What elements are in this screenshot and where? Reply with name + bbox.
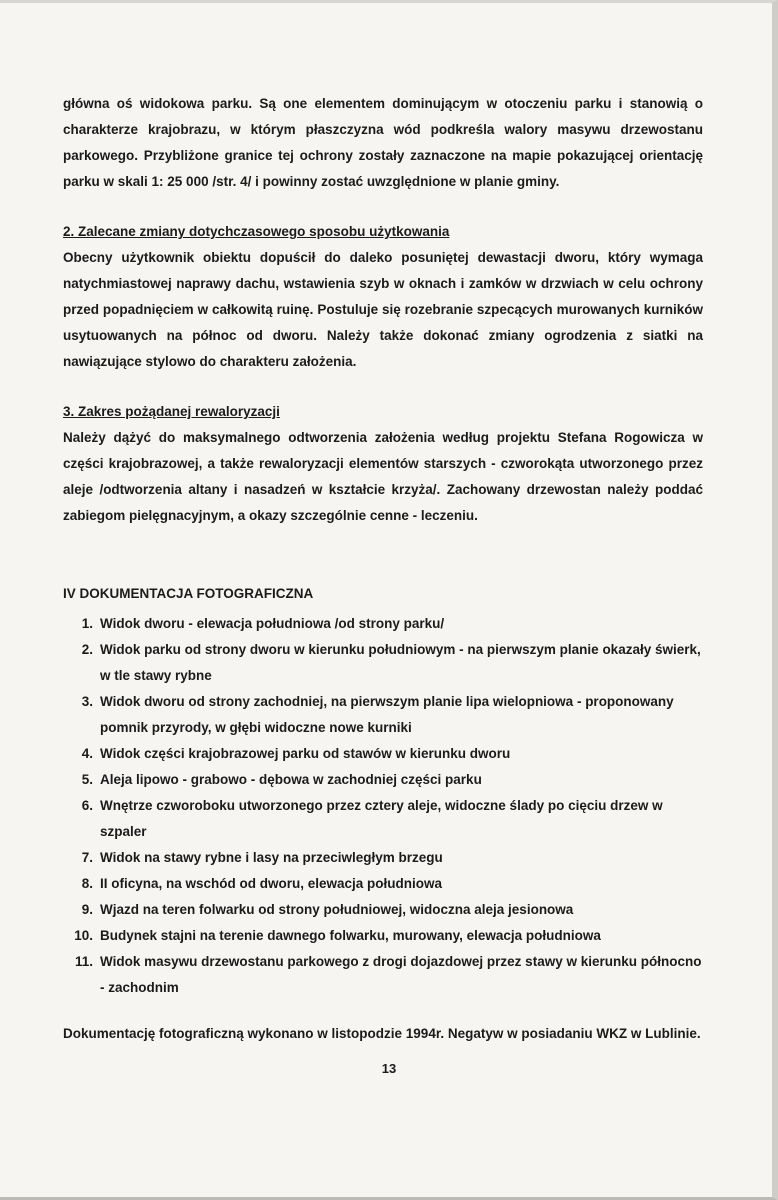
section-2-body: Obecny użytkownik obiektu dopuścił do daleko posuniętej dewastacji dworu, który wymaga natychmiastowej naprawy dachu, wstawienia szyb w oknach i zamków w drzwiach w celu ochrony przed popadnięciem w całkowitą ruinę. Postuluje się rozebranie szpecących murowanych kurników usytuowanych na północ od dworu. Należy także dokonać zmiany ogrodzenia z siatki na nawiązujące stylowo do charakteru założenia. <box>63 250 703 369</box>
list-item <box>63 949 703 1001</box>
list-item-text: Widok dworu - elewacja południowa /od strony parku/ <box>100 616 445 631</box>
list-item <box>63 767 703 793</box>
page-content <box>63 91 703 1047</box>
list-item <box>63 689 703 741</box>
section-recommended-changes <box>63 219 703 375</box>
list-item-text: Widok masywu drzewostanu parkowego z drogi dojazdowej przez stawy w kierunku północno - zachodnim <box>100 954 702 995</box>
section-4-heading: IV DOKUMENTACJA FOTOGRAFICZNA <box>63 586 314 601</box>
list-item-number: 10. <box>74 928 93 943</box>
list-item <box>63 741 703 767</box>
list-item-number: 8. <box>81 876 93 891</box>
section-3-heading: 3. Zakres pożądanej rewaloryzacji <box>63 404 280 419</box>
list-item-number: 4. <box>81 746 93 761</box>
list-item <box>63 611 703 637</box>
list-item-number: 11. <box>74 954 93 969</box>
list-item <box>63 845 703 871</box>
list-item-number: 1. <box>81 616 93 631</box>
list-item-number: 7. <box>81 850 93 865</box>
list-item-text: Widok na stawy rybne i lasy na przeciwległym brzegu <box>100 850 443 865</box>
list-item <box>63 897 703 923</box>
list-item-text: Budynek stajni na terenie dawnego folwarku, murowany, elewacja południowa <box>100 928 601 943</box>
intro-paragraph: główna oś widokowa parku. Są one elementem dominującym w otoczeniu parku i stanowią o charakterze krajobrazu, w którym płaszczyzna wód podkreśla walory masywu drzewostanu parkowego. Przybliżone granice tej ochrony zostały zaznaczone na mapie pokazującej orientację parku w skali 1: 25 000 /str. 4/ i powinny zostać uwzględnione w planie gminy. <box>63 96 703 189</box>
section-photo-documentation <box>63 581 703 1047</box>
list-item-number: 5. <box>81 772 93 787</box>
list-item-text: Wjazd na teren folwarku od strony południowej, widoczna aleja jesionowa <box>100 902 574 917</box>
list-item <box>63 637 703 689</box>
list-item-text: Aleja lipowo - grabowo - dębowa w zachodniej części parku <box>100 772 482 787</box>
list-item-text: Wnętrze czworoboku utworzonego przez cztery aleje, widoczne ślady po cięciu drzew w szpaler <box>100 798 663 839</box>
list-item-text: Widok dworu od strony zachodniej, na pierwszym planie lipa wielopniowa - proponowany pomnik przyrody, w głębi widoczne nowe kurniki <box>100 694 674 735</box>
list-item-number: 2. <box>81 642 93 657</box>
section-revalorization-scope <box>63 399 703 529</box>
closing-paragraph: Dokumentację fotograficzną wykonano w listopodzie 1994r. Negatyw w posiadaniu WKZ w Lublinie. <box>63 1026 701 1041</box>
list-item <box>63 923 703 949</box>
list-item-text: Widok części krajobrazowej parku od stawów w kierunku dworu <box>100 746 511 761</box>
section-3-body: Należy dążyć do maksymalnego odtworzenia założenia według projektu Stefana Rogowicza w części krajobrazowej, a także rewaloryzacji elementów starszych - czworokąta utworzonego przez aleje /odtworzenia altany i nasadzeń w kształcie krzyża/. Zachowany drzewostan należy poddać zabiegom pielęgnacyjnym, a okazy szczególnie cenne - leczeniu. <box>63 430 703 523</box>
list-item-number: 3. <box>81 694 93 709</box>
list-item-text: Widok parku od strony dworu w kierunku południowym - na pierwszym planie okazały świerk, w tle stawy rybne <box>100 642 701 683</box>
list-item-text: II oficyna, na wschód od dworu, elewacja południowa <box>100 876 443 891</box>
list-item-number: 6. <box>81 798 93 813</box>
list-item <box>63 793 703 845</box>
list-item-number: 9. <box>81 902 93 917</box>
photo-list <box>63 611 703 1001</box>
section-2-heading: 2. Zalecane zmiany dotychczasowego sposobu użytkowania <box>63 224 450 239</box>
page-number: 13 <box>381 1061 397 1076</box>
list-item <box>63 871 703 897</box>
